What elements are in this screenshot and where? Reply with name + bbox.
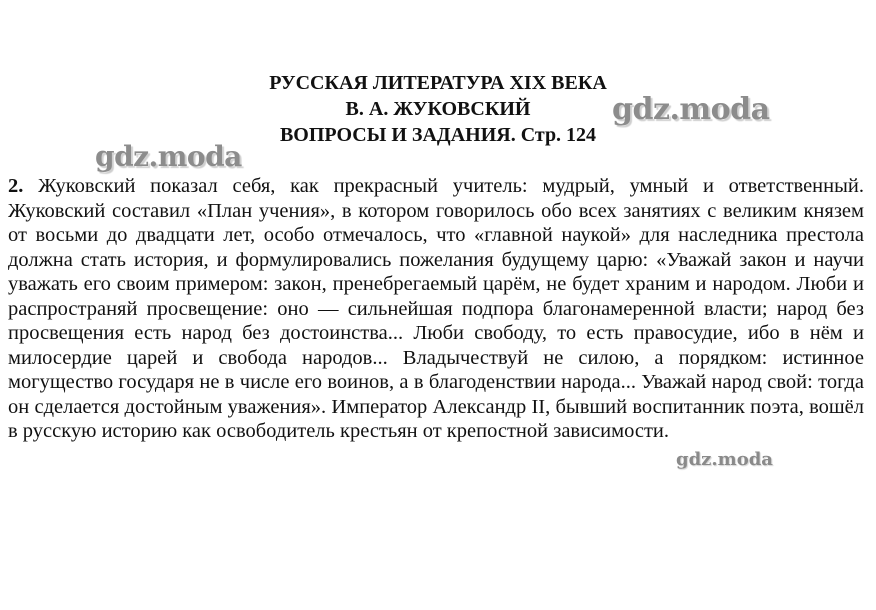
header	[0, 70, 876, 148]
watermark-top-left: gdz.moda	[95, 140, 242, 173]
author-title: В. А. ЖУКОВСКИЙ	[345, 98, 531, 120]
answer-text: Жуковский показал себя, как прекрасный учитель: мудрый, умный и ответственный. Жуковский составил «План учения», в котором говорилось обо всех занятиях с великим князем от восьми до двадцати лет, особо отмечалось, что «главной наукой» для наследника престола должна стать история, и формулировались пожелания будущему царю: «Уважай закон и научи уважать его своим примером: закон, пренебрегаемый царём, не будет храним и народом. Люби и распространяй просвещение: оно — сильнейшая подпора благонамеренной власти; народ без просвещения есть народ без достоинства... Люби свободу, то есть правосудие, ибо в нём и милосердие царей и свобода народов... Владычествуй не силою, а порядком: истинное могущество государя не в числе его воинов, а в благоденствии народа... Уважай народ свой: тогда он сделается достойным уважения». Император Александр II, бывший воспитанник поэта, вошёл в русскую историю как освободитель крестьян от крепостной зависимости.	[8, 175, 864, 442]
watermark-bottom-right: gdz.moda	[676, 449, 773, 470]
watermark-top-right: gdz.moda	[612, 92, 770, 127]
section-title: РУССКАЯ ЛИТЕРАТУРА XIX ВЕКА	[269, 72, 607, 94]
answer-paragraph	[8, 174, 864, 444]
questions-title: ВОПРОСЫ И ЗАДАНИЯ. Стр. 124	[279, 124, 597, 146]
answer-number: 2.	[8, 175, 24, 197]
